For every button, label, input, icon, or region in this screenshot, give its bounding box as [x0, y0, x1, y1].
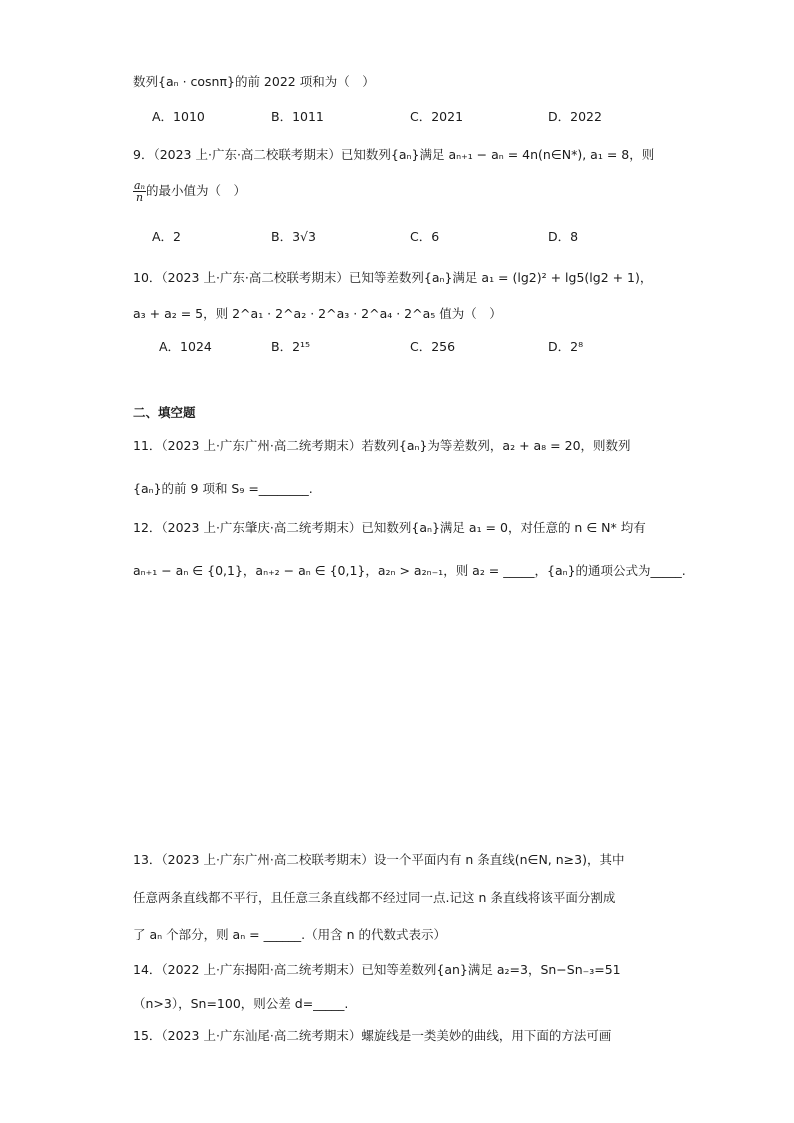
- q13-line-3: 了 aₙ 个部分，则 aₙ = ______.（用含 n 的代数式表示）: [133, 927, 446, 942]
- q9-option-c: C．6: [410, 229, 440, 244]
- q10-line-1: 10．（2023 上·广东·高二校联考期末）已知等差数列{aₙ}满足 a₁ = (lg2)² + lg5(lg2 + 1)，: [133, 270, 653, 285]
- q10-option-b: B．2¹⁵: [271, 339, 311, 354]
- q9-fraction-numerator: aₙ: [134, 179, 146, 192]
- q10-line-2: a₃ + a₂ = 5，则 2^a₁ · 2^a₂ · 2^a₃ · 2^a₄ · 2^a₅ 值为（ ）: [133, 306, 502, 321]
- q9-line-2-text: 的最小值为（ ）: [146, 183, 247, 198]
- q14-line-2: （n>3），Sn=100，则公差 d=_____.: [133, 996, 349, 1011]
- q8-option-d: D．2022: [548, 109, 602, 124]
- q13-line-2: 任意两条直线都不平行，且任意三条直线都不经过同一点.记这 n 条直线将该平面分割成: [133, 890, 616, 905]
- q11-line-2: {aₙ}的前 9 项和 S₉ =________.: [133, 481, 313, 496]
- q8-option-c: C．2021: [410, 109, 464, 124]
- q9-option-b: B．3√3: [271, 229, 316, 244]
- q12-line-2: aₙ₊₁ − aₙ ∈ {0,1}，aₙ₊₂ − aₙ ∈ {0,1}，a₂ₙ > a₂ₙ₋₁，则 a₂ = _____，{aₙ}的通项公式为_____.: [133, 563, 686, 578]
- q8-option-b: B．1011: [271, 109, 324, 124]
- q9-line-1: 9．（2023 上·广东·高二校联考期末）已知数列{aₙ}满足 aₙ₊₁ − aₙ = 4n(n∈N*), a₁ = 8，则: [133, 147, 655, 162]
- q9-fraction: [133, 180, 146, 203]
- q9-line-2: [133, 180, 246, 203]
- q9-option-d: D．8: [548, 229, 579, 244]
- q9-option-a: A．2: [152, 229, 182, 244]
- q13-line-1: 13．（2023 上·广东广州·高二校联考期末）设一个平面内有 n 条直线(n∈N, n≥3)，其中: [133, 852, 625, 867]
- q8-stem-tail: 数列{aₙ · cosnπ}的前 2022 项和为（ ）: [133, 74, 375, 89]
- q10-option-a: A．1024: [159, 339, 212, 354]
- q9-fraction-denominator: n: [135, 191, 144, 204]
- q11-line-1: 11．（2023 上·广东广州·高二统考期末）若数列{aₙ}为等差数列，a₂ + a₈ = 20，则数列: [133, 438, 631, 453]
- q12-line-1: 12．（2023 上·广东肇庆·高二统考期末）已知数列{aₙ}满足 a₁ = 0，对任意的 n ∈ N* 均有: [133, 520, 646, 535]
- q14-line-1: 14．（2022 上·广东揭阳·高二统考期末）已知等差数列{an}满足 a₂=3，Sn−Sn₋₃=51: [133, 962, 621, 977]
- q10-option-c: C．256: [410, 339, 456, 354]
- q15-line-1: 15．（2023 上·广东汕尾·高二统考期末）螺旋线是一类美妙的曲线，用下面的方法可画: [133, 1028, 612, 1043]
- q10-option-d: D．2⁸: [548, 339, 584, 354]
- section-title: 二、填空题: [133, 405, 196, 420]
- q8-option-a: A．1010: [152, 109, 205, 124]
